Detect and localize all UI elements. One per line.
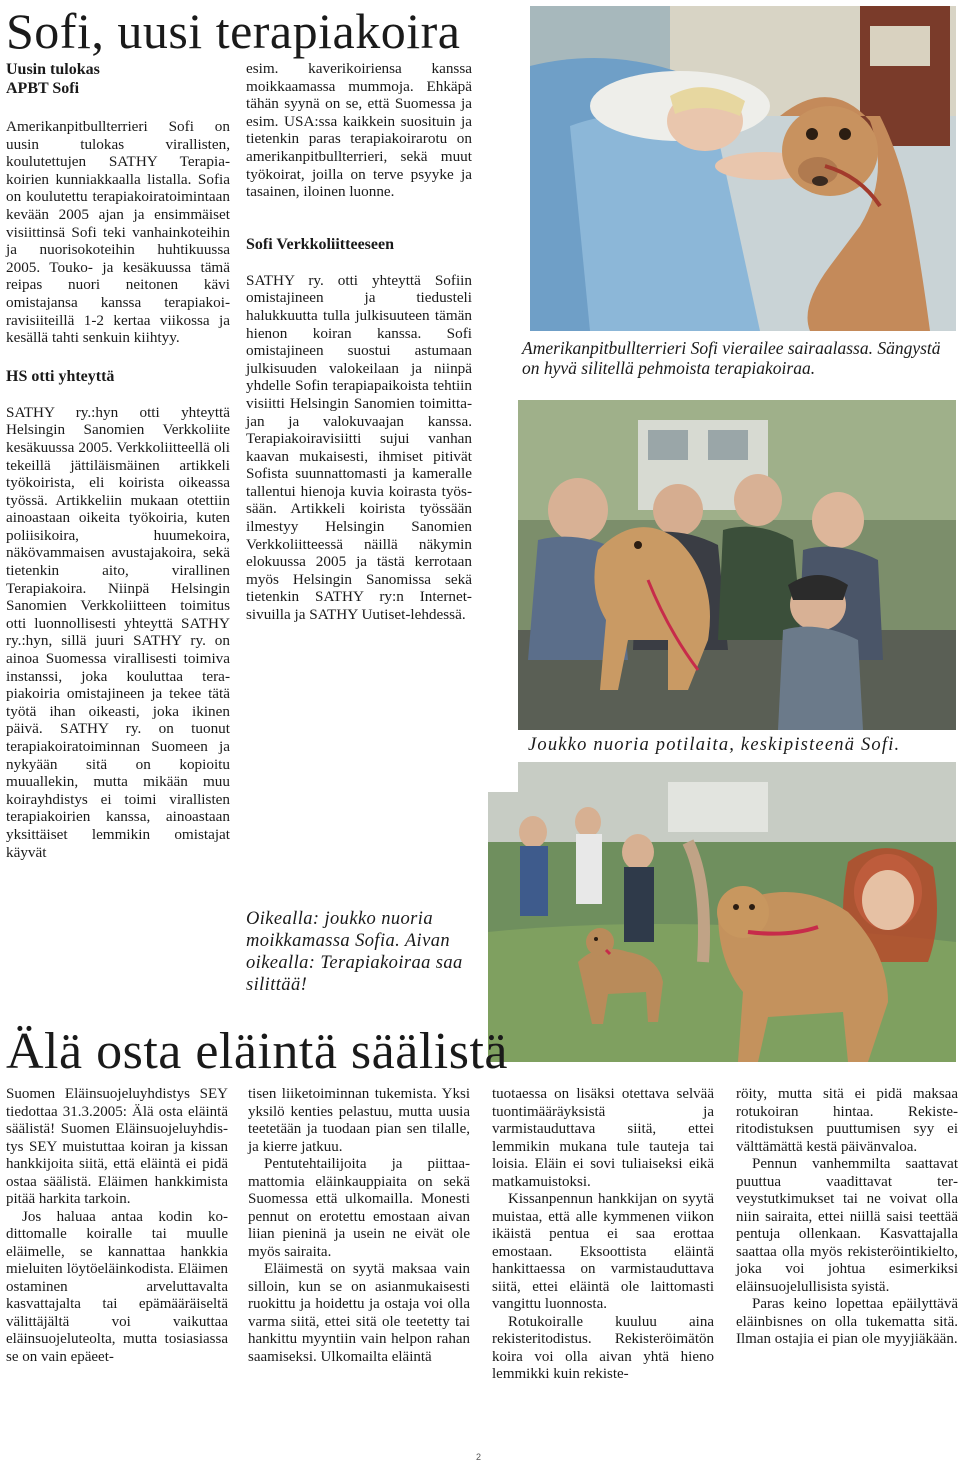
- photo-notch: [488, 762, 518, 792]
- paragraph: SATHY ry. otti yhteyttä Sofiin omistajineen ja tiedusteli halukkuutta tulla julkisuuteen tämän hienon koiran kanssa. Sofi omistajineen suostui astumaan julkisuuden valokeilaan ja niinpä yhdelle Sofin terapiapaikoista tehtiin visiitti Helsingin Sanomien toimittajan ja valokuvaajan kanssa. Terapiakoiravisiitti sujui vanhan kaavan mukaisesti, ihmiset pitivät Sofista suunnattomasti ja kameralle tallentui hienoja kuvia koirasta työssään. Artikkeli koirista työssään ilmestyy Helsingin Sanomien Verkkoliitteessä näillä näkymin elokuussa 2005 ja tästä kerrotaan myös Helsingin Sanomissa sekä tietenkin SATHY ry:n Internet-sivuilla ja SATHY Uutiset-lehdessä.: [246, 271, 472, 624]
- paragraph: Suomen Eläinsuojeluyhdistys SEY tiedottaa 31.3.2005: Älä osta eläintä säälistä! Suomen Eläinsuojeluyhdistys SEY muistuttaa koiran ja kissan hankkijoita siitä, että eläintä ei pidä ostaa säälistä. Eläimen hankkimista pitää harkita tarkoin.: [6, 1086, 228, 1207]
- article-lead: [6, 60, 230, 98]
- paragraph: tisen liiketoiminnan tukemista. Yksi yksilö kenties pelastuu, mutta uusia teetetään ja tuodaan pian sen tilalle, ja kierre jatkuu.: [248, 1086, 470, 1155]
- paragraph: esim. kaverikoiriensa kanssa moikkaamassa mummoja. Ehkäpä tähän syynä on se, että Suomessa ja esim. USA:ssa kaikkein suosituin ja tietenkin paras terapiakoirarotu on amerikanpitbullterrieri, sekä muut työkoirat, joilla on terve psyyke ja tasainen, iloinen luonne.: [246, 60, 472, 201]
- subheading: HS otti yhteyttä: [6, 367, 115, 385]
- article2-title: Älä osta eläintä säälistä: [6, 1023, 508, 1080]
- paragraph: SATHY ry.:hyn otti yhteyttä Helsingin Sanomien Verkkoliite kesäkuussa 2005. Verkkoliitteellä oli tekeillä jättiläismäinen artikkeli työkoirista, eli koirista oikeassa työssä. Artikkeliin mukaan otettiin ainoastaan oikeita työkoiria, kuten poliisikoira, huumekoira, näkövammaisen avustajakoira, sekä tietenkin aito, virallinen Terapiakoira. Niinpä Helsingin Sanomien Verkkoliitteen toimitus otti luonnollisesti yhteyttä SATHY ry.:hyn, sillä juuri SATHY ry. on ainoa Suomessa virallisesti toimiva instanssi, joka kouluttaa terapiakoiria omistajineen ja tekee tätä työtä ihan oikeasti, joka ikinen päivä. SATHY ry. on tuonut terapiakoiratoiminnan Suomeen ja nykyään sitä on kopioitu muuallekin, mutta mikään muu koirayhdistys ei toimi virallisten terapiakoirien kanssa, ainoastaan yksittäiset lemmikin omistajat käyvät: [6, 403, 230, 861]
- paragraph: Paras keino lopettaa epäilyttävä eläinbisnes on olla tukematta sitä. Ilman ostajia ei pian ole myyjiäkään.: [736, 1296, 958, 1347]
- paragraph: Pennun vanhemmilta saattavat puuttua vaadittavat terveystutkimukset tai ne voivat olla niin sairaita, ettei niillä saisi teettää pentuja ollenkaan. Kasvattajalla saattaa olla myös rekisteröintikielto, joka voi johtua esimerkiksi eläinsuojelullisista syistä.: [736, 1156, 958, 1295]
- photo-caption-3: Oikealla: joukko nuoria moikkamassa Sofia. Aivan oikealla: Terapiakoiraa saa silittää!: [246, 909, 463, 995]
- photo-hospital-bed: [530, 6, 956, 331]
- youth-group-photo-image: [518, 400, 956, 730]
- article-title: Sofi, uusi terapiakoira: [6, 3, 461, 59]
- paragraph: röity, mutta sitä ei pidä maksaa rotukoiran hintaa. Rekisteritodistuksen puuttumisen syy ei välttämättä kestä päivänvaloa.: [736, 1086, 958, 1155]
- kids-dogs-photo-image: [488, 762, 956, 1062]
- photo-youth-group: [518, 400, 956, 730]
- paragraph: tuotaessa on lisäksi otettava selvää tuontimääräyksistä ja varmistauduttava siitä, ettei lemmikin mukana tule tauteja tai loisia. Eläin ei sovi tuliaiseksi eikä matkamuistoksi.: [492, 1086, 714, 1190]
- lead-line-1: Uusin tulokas: [6, 61, 100, 78]
- paragraph: Rotukoiralle kuuluu aina rekisteritodistus. Rekisteröimätön koira voi olla aivan yhtä hieno lemmikki kuin rekiste-: [492, 1313, 714, 1382]
- article-column-1: [6, 60, 230, 861]
- subheading: Sofi Verkkoliitteeseen: [246, 235, 394, 253]
- article2-column-2: [248, 1086, 470, 1366]
- article-column-2: [246, 60, 472, 624]
- paragraph: Kissanpennun hankkijan on syytä muistaa, että alle kymmenen viikon ikäistä pentua ei saa erottaa emostaan. Eksoottista eläintä hankittaessa on varmistauduttava siitä, ettei eläintä ole laittomasti vangittu luonnosta.: [492, 1191, 714, 1312]
- photo-caption-2: Joukko nuoria potilaita, keskipisteenä Sofi.: [528, 735, 901, 755]
- photo-caption-1: Amerikanpitbullterrieri Sofi vierailee sairaalassa. Sängystä on hyvä silitellä pehmoista terapiakoiraa.: [522, 338, 941, 378]
- article2-column-4: [736, 1086, 958, 1349]
- article2-column-1: [6, 1086, 228, 1366]
- paragraph: Jos haluaa antaa kodin kodittomalle koiralle tai muulle eläimelle, se kannattaa hankkia mieluiten löytöeläinkodista. Eläimen ostaminen arveluttavalta kasvattajalta tai epämääräiseltä välittäjältä voi vaikuttaa eläinsuojeluteolta, mutta tosiasiassa se on vain epäeet-: [6, 1208, 228, 1365]
- paragraph: Pentutehtailijoita ja piittaamattomia eläinkauppiaita on sekä Suomessa että ulkomailla. Monesti pennut on erotettu emostaan aivan liian pieninä ja usein ne eivät ole myös sairaita.: [248, 1156, 470, 1260]
- photo-kids-with-dogs: [488, 762, 956, 1062]
- article2-column-3: [492, 1086, 714, 1384]
- page-number: 2: [476, 1452, 482, 1462]
- paragraph: Eläimestä on syytä maksaa vain silloin, kun se on asianmukaisesti ruokittu ja hoidettu ja ostaja voi olla varma siitä, ettei sitä ole teetetty tai hankittu myyntiin vain helpon rahan saamiseksi. Ulkomailta eläintä: [248, 1261, 470, 1365]
- paragraph: Amerikanpitbullterrieri Sofi on uusin tulokas virallisten, koulutettujen SATHY Terapiakoirien kunniakkaalla listalla. Sofia on koulutettu terapiakoiratoimintaan kevään 2005 ajan ja ensimmäiset visiittinsä Sofi teki vanhainkoteihin ja nuorisokoteihin huhtikuussa 2005. Touko- ja kesäkuussa tämä reipas nuori neitonen kävi omistajansa kanssa terapiakoiravisiiteillä 1-2 kertaa viikossa ja kesällä tahti senkuin kiihtyy.: [6, 118, 230, 347]
- lead-line-2: APBT Sofi: [6, 80, 80, 97]
- hospital-photo-image: [530, 6, 956, 331]
